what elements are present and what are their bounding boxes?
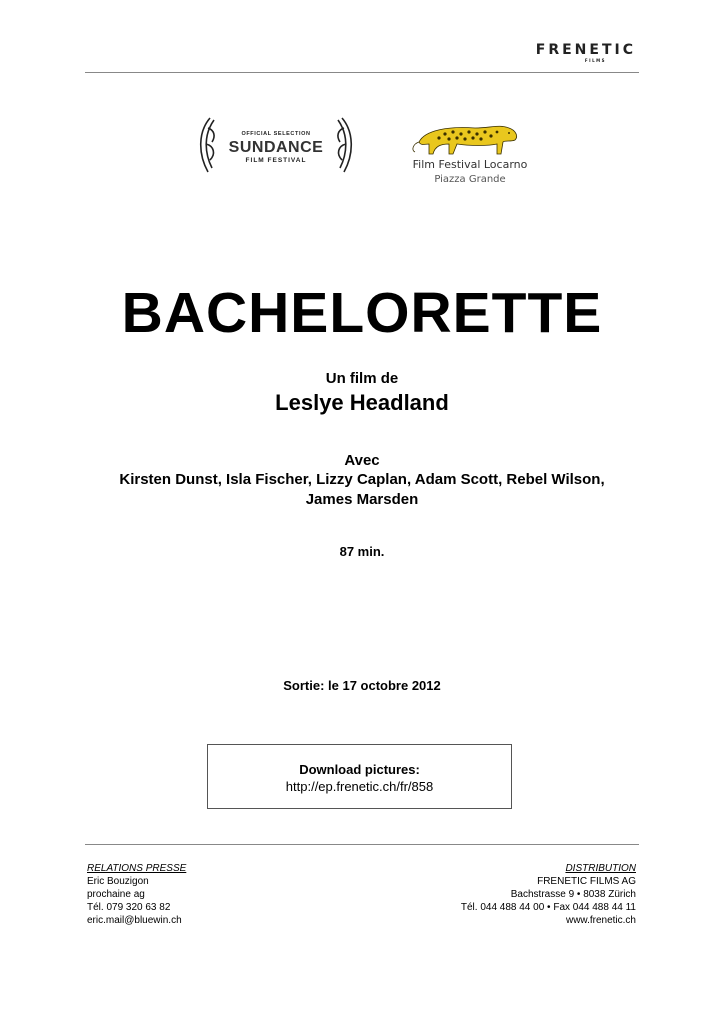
press-heading: RELATIONS PRESSE (87, 863, 187, 874)
leopard-icon (405, 122, 535, 158)
distribution-heading: DISTRIBUTION (565, 863, 636, 874)
sundance-name: SUNDANCE (228, 139, 324, 156)
distribution-line: FRENETIC FILMS AG (537, 876, 636, 887)
locarno-name: Film Festival Locarno (412, 158, 528, 171)
download-link[interactable]: http://ep.frenetic.ch/fr/858 (285, 779, 434, 794)
sundance-logo (196, 114, 356, 176)
film-duration: 87 min. (339, 544, 385, 559)
distribution-website[interactable]: www.frenetic.ch (565, 915, 636, 926)
footer-divider (85, 844, 639, 845)
header-divider (85, 72, 639, 73)
distribution-contact (461, 862, 636, 927)
frenetic-logo (536, 42, 636, 64)
press-email[interactable]: eric.mail@bluewin.ch (87, 915, 182, 926)
film-by-label: Un film de (325, 370, 399, 387)
sundance-festival: FILM FESTIVAL (245, 157, 307, 164)
press-line: Eric Bouzigon (87, 876, 149, 887)
locarno-logo (405, 122, 535, 190)
press-contact (87, 862, 186, 927)
director-name: Leslye Headland (275, 390, 449, 415)
press-line: prochaine ag (87, 889, 145, 900)
brand-sub: FILMS (584, 58, 606, 63)
brand-name: FRENETIC (535, 42, 636, 58)
distribution-line: Bachstrasse 9 • 8038 Zürich (510, 889, 636, 900)
locarno-sub: Piazza Grande (434, 174, 506, 185)
press-line: Tél. 079 320 63 82 (87, 902, 171, 913)
download-label: Download pictures: (299, 762, 420, 777)
cast-label: Avec (344, 452, 380, 469)
distribution-line: Tél. 044 488 44 00 • Fax 044 488 44 11 (460, 902, 636, 913)
release-date: Sortie: le 17 octobre 2012 (283, 678, 441, 693)
sundance-selection: OFFICIAL SELECTION (241, 131, 311, 137)
cast-list: Kirsten Dunst, Isla Fischer, Lizzy Caplan, Adam Scott, Rebel Wilson, James Marsden (119, 471, 605, 508)
download-box (207, 744, 512, 809)
film-title: BACHELORETTE (121, 281, 603, 345)
